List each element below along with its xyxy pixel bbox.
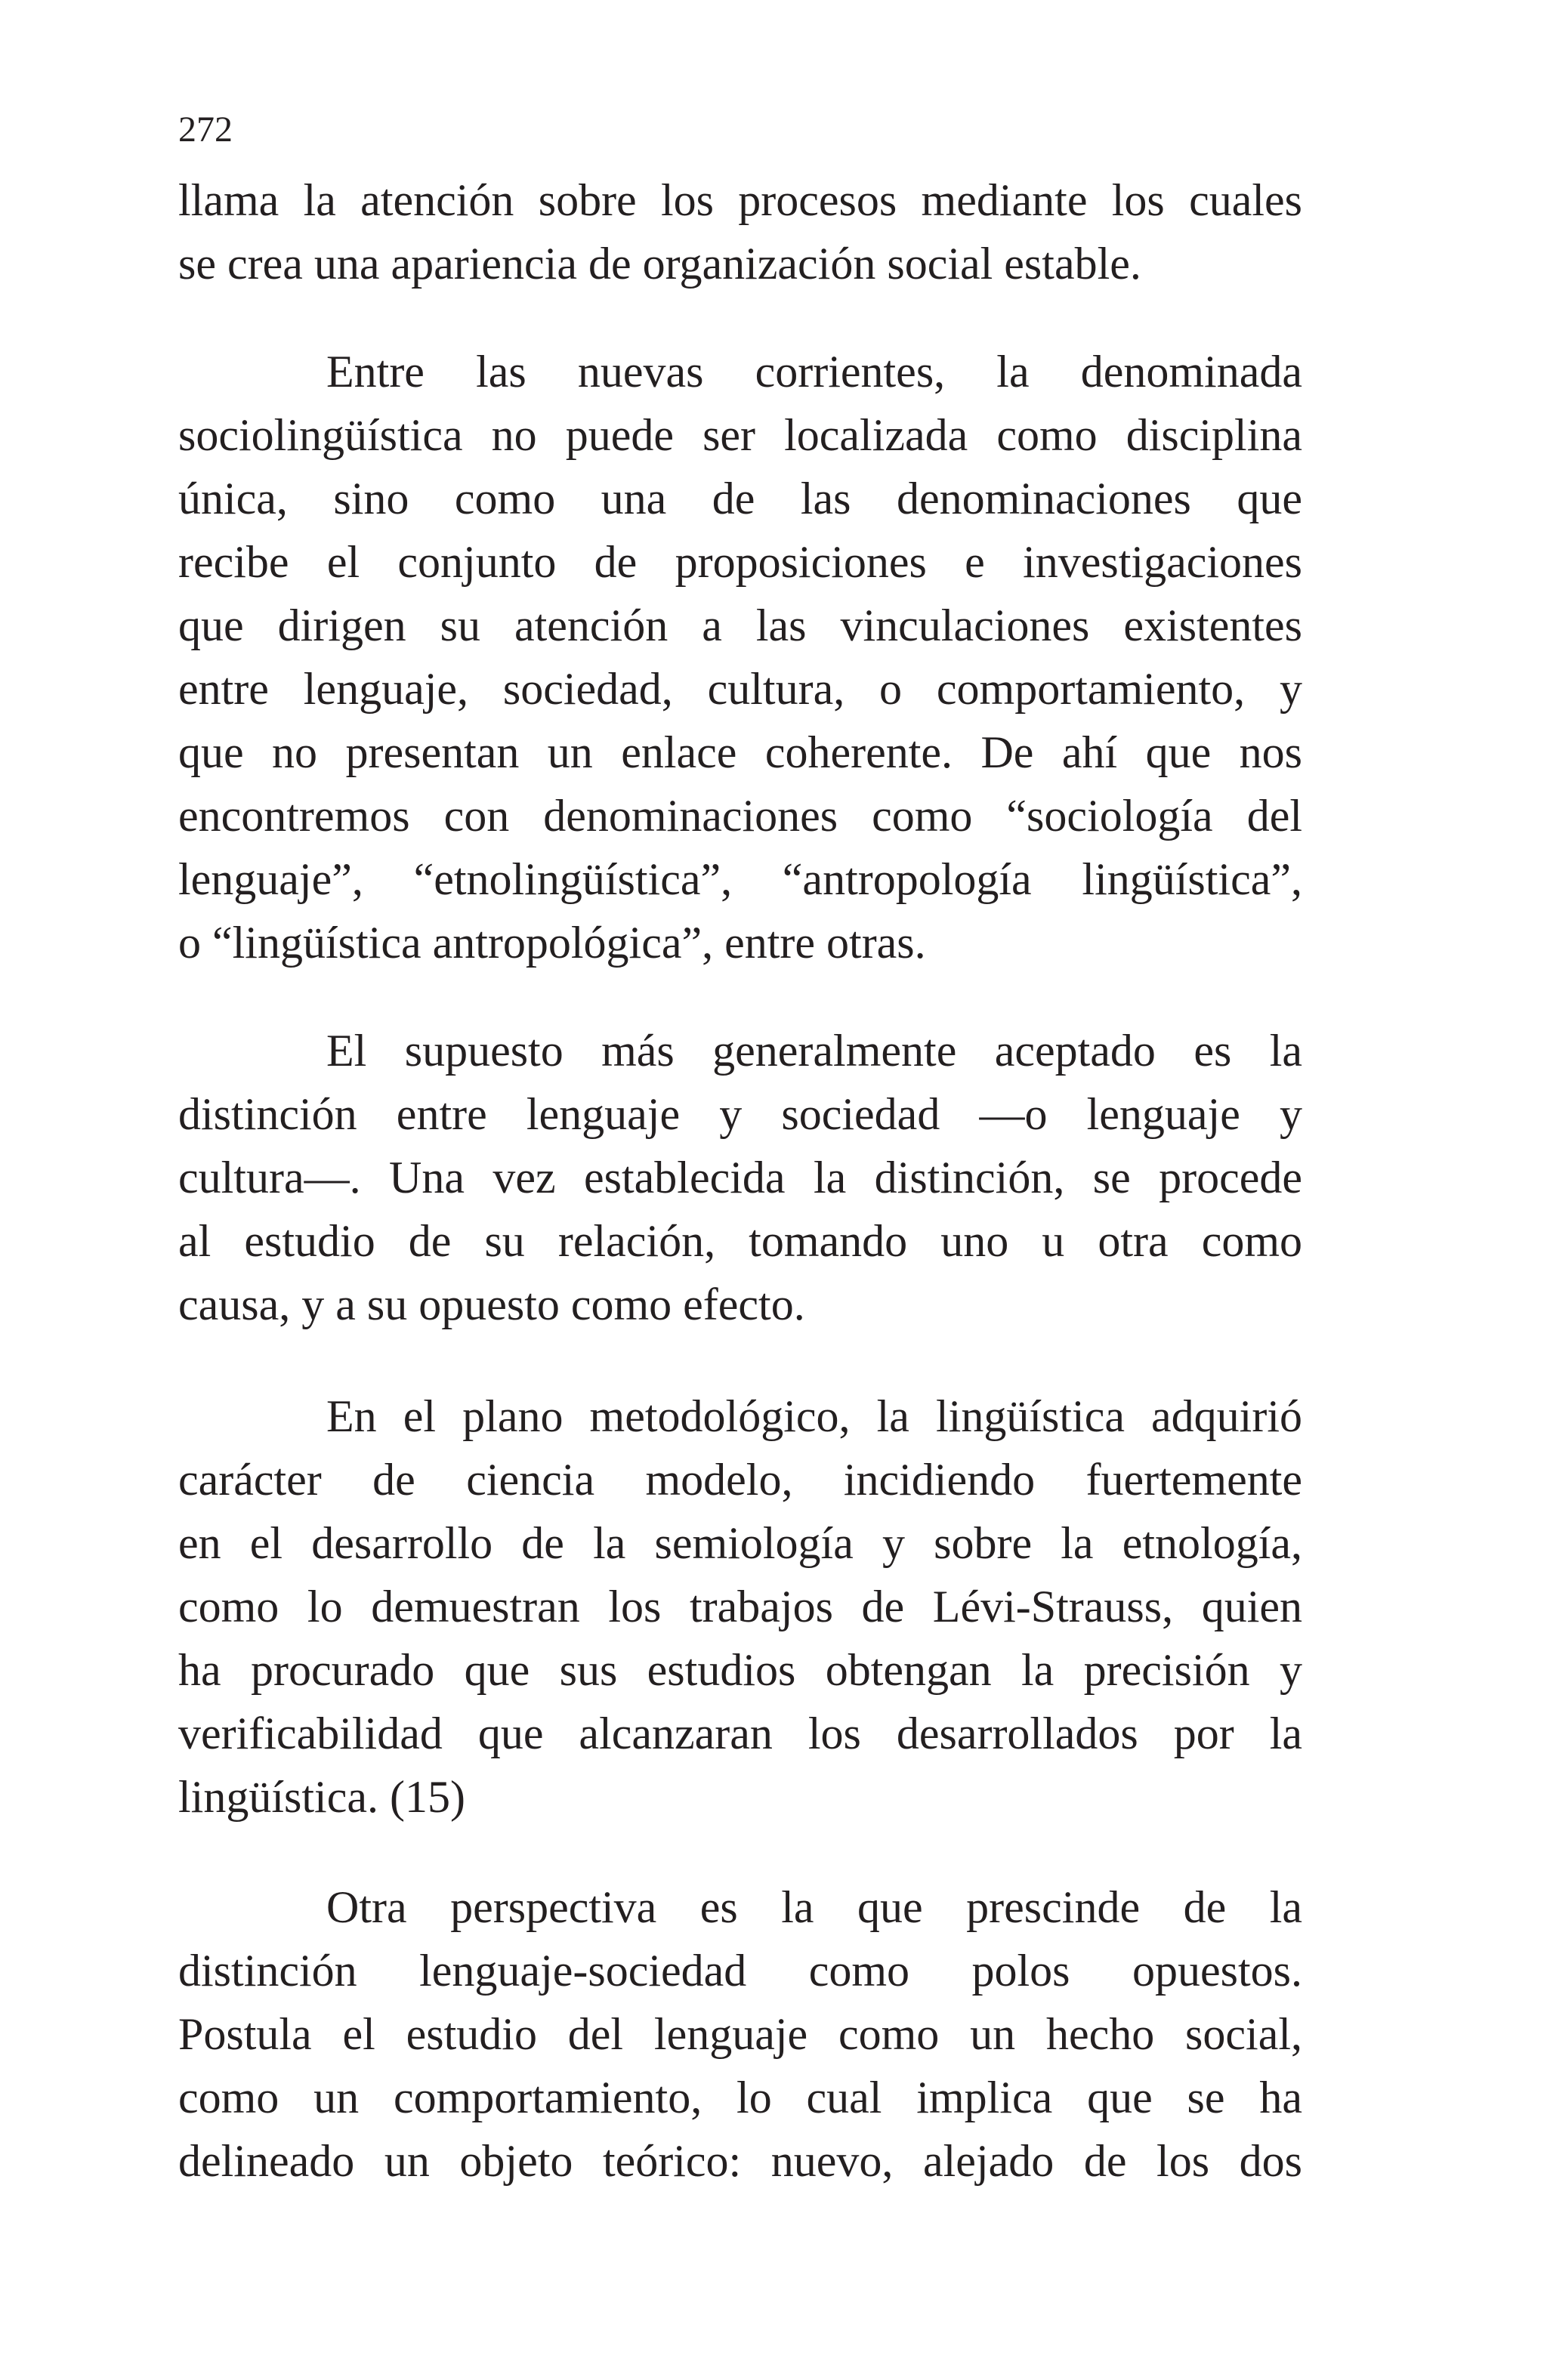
text-line: entre lenguaje, sociedad, cultura, o comportamiento, y	[178, 664, 1302, 714]
text-line: como lo demuestran los trabajos de Lévi-Strauss, quien	[178, 1582, 1302, 1631]
paragraph-continuation	[178, 168, 1302, 295]
text-line: única, sino como una de las denominaciones que	[178, 474, 1302, 523]
paragraph-supuesto	[178, 1019, 1302, 1336]
text-line: Postula el estudio del lenguaje como un hecho social,	[178, 2009, 1302, 2059]
text-line: ha procurado que sus estudios obtengan la precisión y	[178, 1645, 1302, 1695]
text-line: Otra perspectiva es la que prescinde de la	[326, 1882, 1302, 1932]
paragraph-metodologico	[178, 1384, 1302, 1829]
text-line: recibe el conjunto de proposiciones e investigaciones	[178, 537, 1302, 587]
text-line: sociolingüística no puede ser localizada como disciplina	[178, 410, 1302, 460]
page-number: 272	[178, 110, 233, 150]
text-line: lingüística. (15)	[178, 1772, 465, 1822]
text-line: como un comportamiento, lo cual implica que se ha	[178, 2073, 1302, 2122]
paragraph-sociolinguistica	[178, 340, 1302, 974]
text-line: que no presentan un enlace coherente. De ahí que nos	[178, 727, 1302, 777]
text-line: verificabilidad que alcanzaran los desarrollados por la	[178, 1709, 1302, 1758]
text-line: encontremos con denominaciones como “sociología del	[178, 791, 1302, 841]
text-line: llama la atención sobre los procesos mediante los cuales	[178, 175, 1302, 225]
text-line: distinción lenguaje-sociedad como polos opuestos.	[178, 1946, 1302, 1996]
text-line: delineado un objeto teórico: nuevo, alejado de los dos	[178, 2136, 1302, 2186]
text-line: se crea una apariencia de organización social estable.	[178, 239, 1141, 289]
text-line: distinción entre lenguaje y sociedad —o lenguaje y	[178, 1089, 1302, 1139]
text-line: carácter de ciencia modelo, incidiendo fuertemente	[178, 1455, 1302, 1505]
text-line: al estudio de su relación, tomando uno u otra como	[178, 1216, 1302, 1266]
text-line: El supuesto más generalmente aceptado es la	[326, 1026, 1302, 1076]
text-line: o “lingüística antropológica”, entre otras.	[178, 918, 926, 968]
text-line: En el plano metodológico, la lingüística adquirió	[326, 1391, 1302, 1441]
text-line: lenguaje”, “etnolingüística”, “antropología lingüística”,	[178, 854, 1302, 904]
text-line: causa, y a su opuesto como efecto.	[178, 1280, 805, 1329]
paragraph-otra-perspectiva	[178, 1875, 1302, 2193]
text-line: cultura—. Una vez establecida la distinción, se procede	[178, 1153, 1302, 1202]
text-line: Entre las nuevas corrientes, la denominada	[326, 347, 1302, 397]
text-line: que dirigen su atención a las vinculaciones existentes	[178, 600, 1302, 650]
text-line: en el desarrollo de la semiología y sobre la etnología,	[178, 1518, 1302, 1568]
